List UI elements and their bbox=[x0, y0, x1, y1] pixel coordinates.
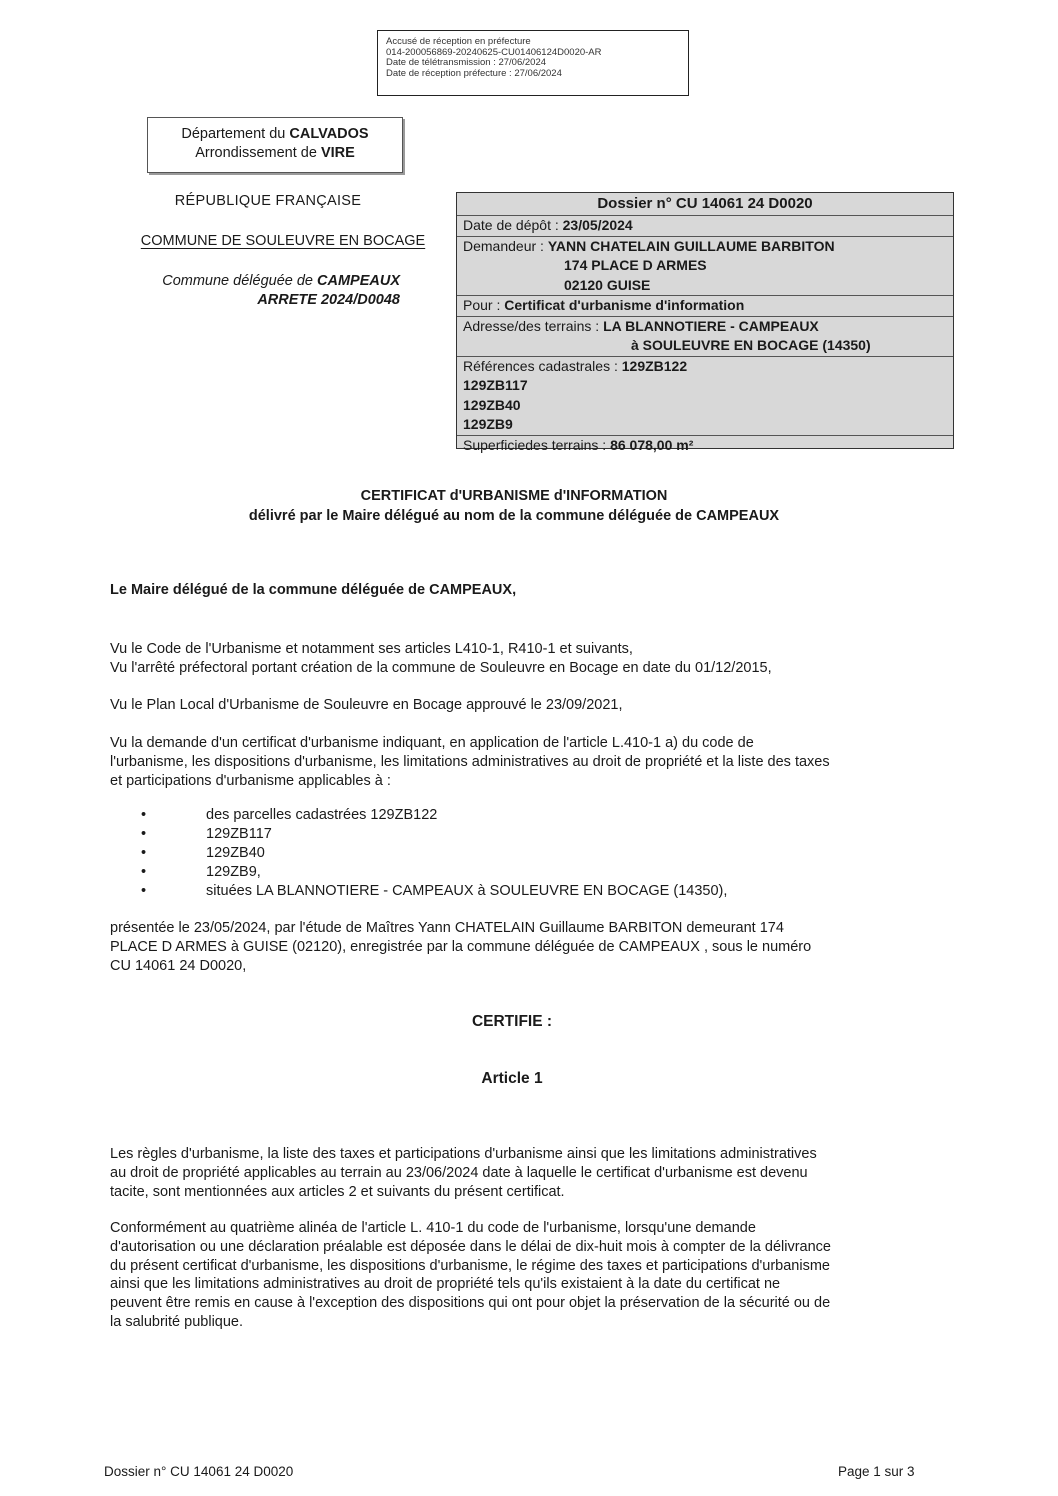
certificate-title: CERTIFICAT d'URBANISME d'INFORMATION bbox=[360, 488, 668, 504]
department-name: CALVADOS bbox=[289, 126, 369, 142]
references-label: Références cadastrales : bbox=[463, 357, 622, 374]
article-1-heading: Article 1 bbox=[481, 1070, 543, 1087]
bullet-icon: • bbox=[141, 883, 147, 899]
list-item-text: situées LA BLANNOTIERE - CAMPEAUX à SOULEUVRE EN BOCAGE (14350), bbox=[206, 883, 728, 899]
paragraph-line: Conformément au quatrième alinéa de l'article L. 410-1 du code de l'urbanisme, lorsqu'une demande bbox=[110, 1220, 756, 1236]
arrondissement-line bbox=[148, 144, 402, 163]
adresse-row bbox=[457, 317, 953, 357]
deleguee-name: CAMPEAUX bbox=[317, 273, 400, 289]
receipt-reception-date: Date de réception préfecture : 27/06/2024 bbox=[386, 67, 562, 79]
arrete-number bbox=[70, 291, 400, 310]
demandeur-address-line2: 02120 GUISE bbox=[564, 276, 651, 293]
depot-value: 23/05/2024 bbox=[562, 217, 633, 233]
deleguee-prefix: Commune déléguée de bbox=[162, 273, 318, 289]
paragraph-line: ainsi que les limitations administratives au droit de propriété tels qu'ils existaient à la date du certificat ne bbox=[110, 1276, 781, 1293]
paragraph-line: peuvent être remis en cause à l'exception des dispositions qui ont pour objet la préservation de la sécurité ou de bbox=[110, 1295, 831, 1312]
footer-page-number: Page 1 sur 3 bbox=[838, 1464, 915, 1479]
paragraph-line: d'autorisation ou une déclaration préalable est déposée dans le délai de dix-huit mois à compter de la délivrance bbox=[110, 1238, 831, 1255]
paragraph-line: du présent certificat d'urbanisme, les dispositions d'urbanisme, le régime des taxes et participations d'urbanisme bbox=[110, 1257, 830, 1274]
arrete-text: ARRETE 2024/D0048 bbox=[257, 292, 400, 308]
adresse-line1: LA BLANNOTIERE - CAMPEAUX bbox=[603, 317, 819, 334]
vu-plu-paragraph: Vu le Plan Local d'Urbanisme de Souleuvre en Bocage approuvé le 23/09/2021, bbox=[110, 697, 623, 713]
list-item-text: 129ZB117 bbox=[206, 826, 272, 842]
reference-item: 129ZB117 bbox=[463, 377, 528, 393]
paragraph-line: tacite, sont mentionnées aux articles 2 et suivants du présent certificat. bbox=[110, 1183, 565, 1200]
list-item-text: 129ZB40 bbox=[206, 845, 265, 861]
bullet-icon: • bbox=[141, 807, 147, 823]
demandeur-address-line1: 174 PLACE D ARMES bbox=[564, 257, 707, 273]
arrondissement-name: VIRE bbox=[320, 145, 355, 161]
presentee-paragraph bbox=[110, 919, 920, 975]
paragraph-line: PLACE D ARMES à GUISE (02120), enregistrée par la commune déléguée de CAMPEAUX , sous le numéro bbox=[110, 938, 812, 955]
footer-dossier-number: Dossier n° CU 14061 24 D0020 bbox=[104, 1464, 294, 1479]
receipt-transmission-date: Date de télétransmission : 27/06/2024 bbox=[386, 57, 547, 68]
bullet-icon: • bbox=[141, 845, 147, 861]
list-item-text: des parcelles cadastrées 129ZB122 bbox=[206, 807, 438, 823]
adresse-line2: à SOULEUVRE EN BOCAGE (14350) bbox=[631, 337, 871, 353]
pour-label: Pour : bbox=[463, 297, 505, 313]
republique-heading: RÉPUBLIQUE FRANÇAISE bbox=[174, 193, 362, 209]
list-item-text: 129ZB9, bbox=[206, 864, 261, 880]
department-line bbox=[148, 125, 402, 144]
prefecture-receipt-box bbox=[377, 30, 689, 96]
superficie-row bbox=[457, 436, 953, 456]
depot-label: Date de dépôt : bbox=[463, 217, 563, 233]
paragraph-line: CU 14061 24 D0020, bbox=[110, 957, 247, 974]
department-prefix: Département du bbox=[181, 126, 290, 142]
receipt-line: Accusé de réception en préfecture bbox=[386, 36, 531, 47]
dossier-info-box bbox=[456, 192, 954, 453]
receipt-reference: 014-200056869-20240625-CU01406124D0020-AR bbox=[386, 46, 602, 58]
depot-row bbox=[457, 216, 953, 237]
bullet-icon: • bbox=[141, 826, 147, 842]
paragraph-line: et participations d'urbanisme applicables à : bbox=[110, 772, 391, 789]
certifie-heading: CERTIFIE : bbox=[471, 1013, 553, 1030]
conformement-paragraph bbox=[110, 1219, 920, 1332]
reference-item: 129ZB122 bbox=[621, 357, 688, 374]
paragraph-line: au droit de propriété applicables au terrain au 23/06/2024 date à laquelle le certificat d'urbanisme est devenu bbox=[110, 1164, 808, 1181]
paragraph-line: présentée le 23/05/2024, par l'étude de Maîtres Yann CHATELAIN Guillaume BARBITON demeurant 174 bbox=[110, 920, 784, 936]
vu-demande-paragraph bbox=[110, 734, 920, 790]
vu-code-paragraph bbox=[110, 640, 920, 678]
reference-item: 129ZB9 bbox=[463, 416, 513, 432]
superficie-label: Superficiedes terrains : bbox=[463, 436, 611, 453]
commune-deleguee-block bbox=[70, 272, 400, 310]
department-box bbox=[147, 117, 403, 173]
pour-row bbox=[457, 296, 953, 317]
paragraph-line: la salubrité publique. bbox=[110, 1313, 244, 1330]
pour-value: Certificat d'urbanisme d'information bbox=[504, 297, 745, 313]
adresse-label: Adresse/des terrains : bbox=[463, 317, 604, 334]
commune-heading: COMMUNE DE SOULEUVRE EN BOCAGE bbox=[140, 233, 426, 249]
arrondissement-prefix: Arrondissement de bbox=[195, 145, 321, 161]
demandeur-name: YANN CHATELAIN GUILLAUME BARBITON bbox=[547, 237, 835, 254]
references-row bbox=[457, 357, 953, 436]
vu-arrete-line: Vu l'arrêté préfectoral portant création de la commune de Souleuvre en Bocage en date du 01/12/2015, bbox=[110, 659, 772, 676]
commune-deleguee-line bbox=[70, 272, 400, 291]
demandeur-row bbox=[457, 237, 953, 297]
maire-statement: Le Maire délégué de la commune déléguée de CAMPEAUX, bbox=[110, 582, 517, 598]
dossier-title: Dossier n° CU 14061 24 D0020 bbox=[457, 193, 953, 216]
reference-item: 129ZB40 bbox=[463, 396, 521, 413]
demandeur-label: Demandeur : bbox=[463, 237, 548, 254]
superficie-value: 86 078,00 m² bbox=[610, 436, 694, 453]
article-1-paragraph bbox=[110, 1145, 920, 1201]
bullet-icon: • bbox=[141, 864, 147, 880]
vu-code-line: Vu le Code de l'Urbanisme et notamment ses articles L410-1, R410-1 et suivants, bbox=[110, 641, 633, 657]
paragraph-line: l'urbanisme, les dispositions d'urbanisme, les limitations administratives au droit de propriété et la liste des taxes bbox=[110, 753, 830, 770]
certificate-heading bbox=[0, 486, 1028, 526]
paragraph-line: Les règles d'urbanisme, la liste des taxes et participations d'urbanisme ainsi que les limitations administratives bbox=[110, 1146, 817, 1162]
paragraph-line: Vu la demande d'un certificat d'urbanisme indiquant, en application de l'article L.410-1 a) du code de bbox=[110, 735, 754, 751]
certificate-subtitle: délivré par le Maire délégué au nom de la commune déléguée de CAMPEAUX bbox=[248, 508, 780, 524]
